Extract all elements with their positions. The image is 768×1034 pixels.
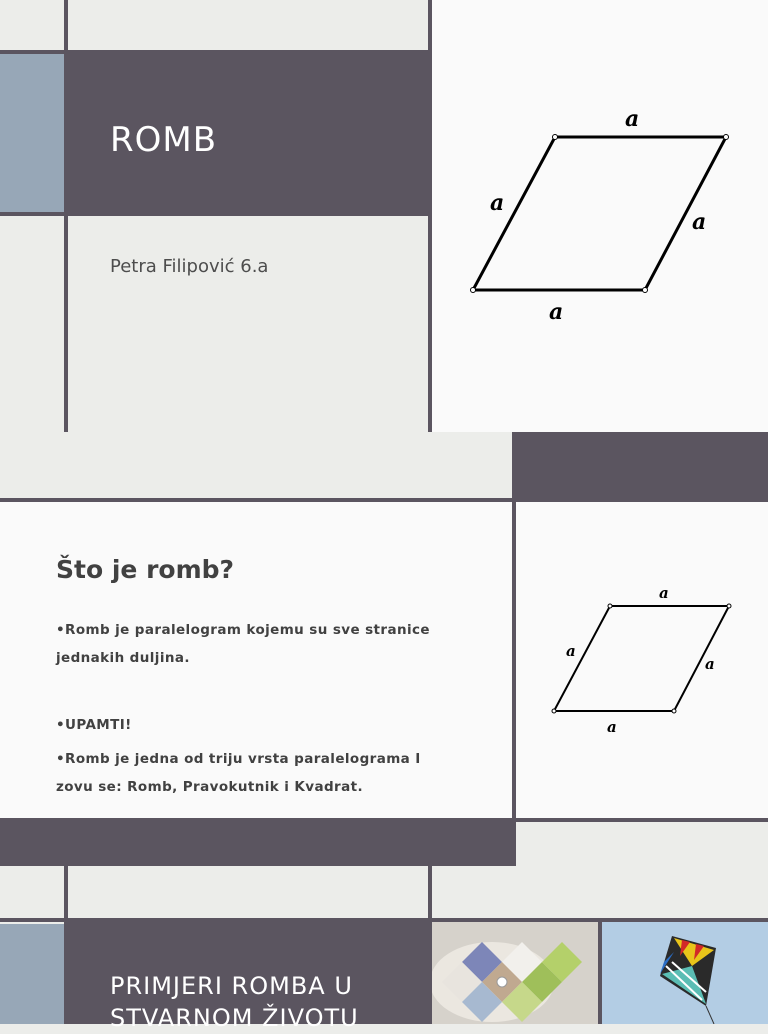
- label-left: a: [566, 642, 576, 660]
- figure-panel: [516, 502, 768, 818]
- label-bottom: a: [549, 299, 564, 325]
- section-heading: Što je romb?: [56, 555, 235, 584]
- bottom-left-band: [0, 822, 516, 866]
- label-top: a: [625, 106, 640, 132]
- bullet-definition: •Romb je paralelogram kojemu su sve stranice jednakih duljina.: [56, 622, 430, 666]
- slide-title: PRIMJERI ROMBA U STVARNOM ŽIVOTU: [110, 972, 359, 1032]
- label-right: a: [705, 655, 715, 673]
- label-bottom: a: [607, 718, 617, 736]
- slide-title: ROMB: [110, 120, 218, 160]
- bullet-types: •Romb je jedna od triju vrsta paralelograma I zovu se: Romb, Pravokutnik i Kvadrat.: [56, 751, 421, 795]
- slide-3: [0, 866, 768, 1032]
- blue-accent-block: [0, 924, 64, 1024]
- slide-1: [0, 0, 768, 432]
- bullet-remember: •UPAMTI!: [56, 717, 132, 733]
- divider: [64, 866, 68, 1024]
- label-left: a: [490, 190, 505, 216]
- figure-panel: [432, 0, 768, 432]
- rhombus-figure: [516, 502, 768, 818]
- rhombus-figure: [432, 0, 768, 432]
- top-right-band: [516, 432, 768, 500]
- kite-photo: [602, 922, 768, 1024]
- slide-subtitle: Petra Filipović 6.a: [110, 256, 269, 277]
- slide-2: [0, 432, 768, 866]
- blue-accent-block: [0, 54, 64, 212]
- label-top: a: [659, 584, 669, 602]
- argyle-sock-photo: [432, 922, 598, 1024]
- divider: [64, 0, 68, 432]
- label-right: a: [692, 209, 707, 235]
